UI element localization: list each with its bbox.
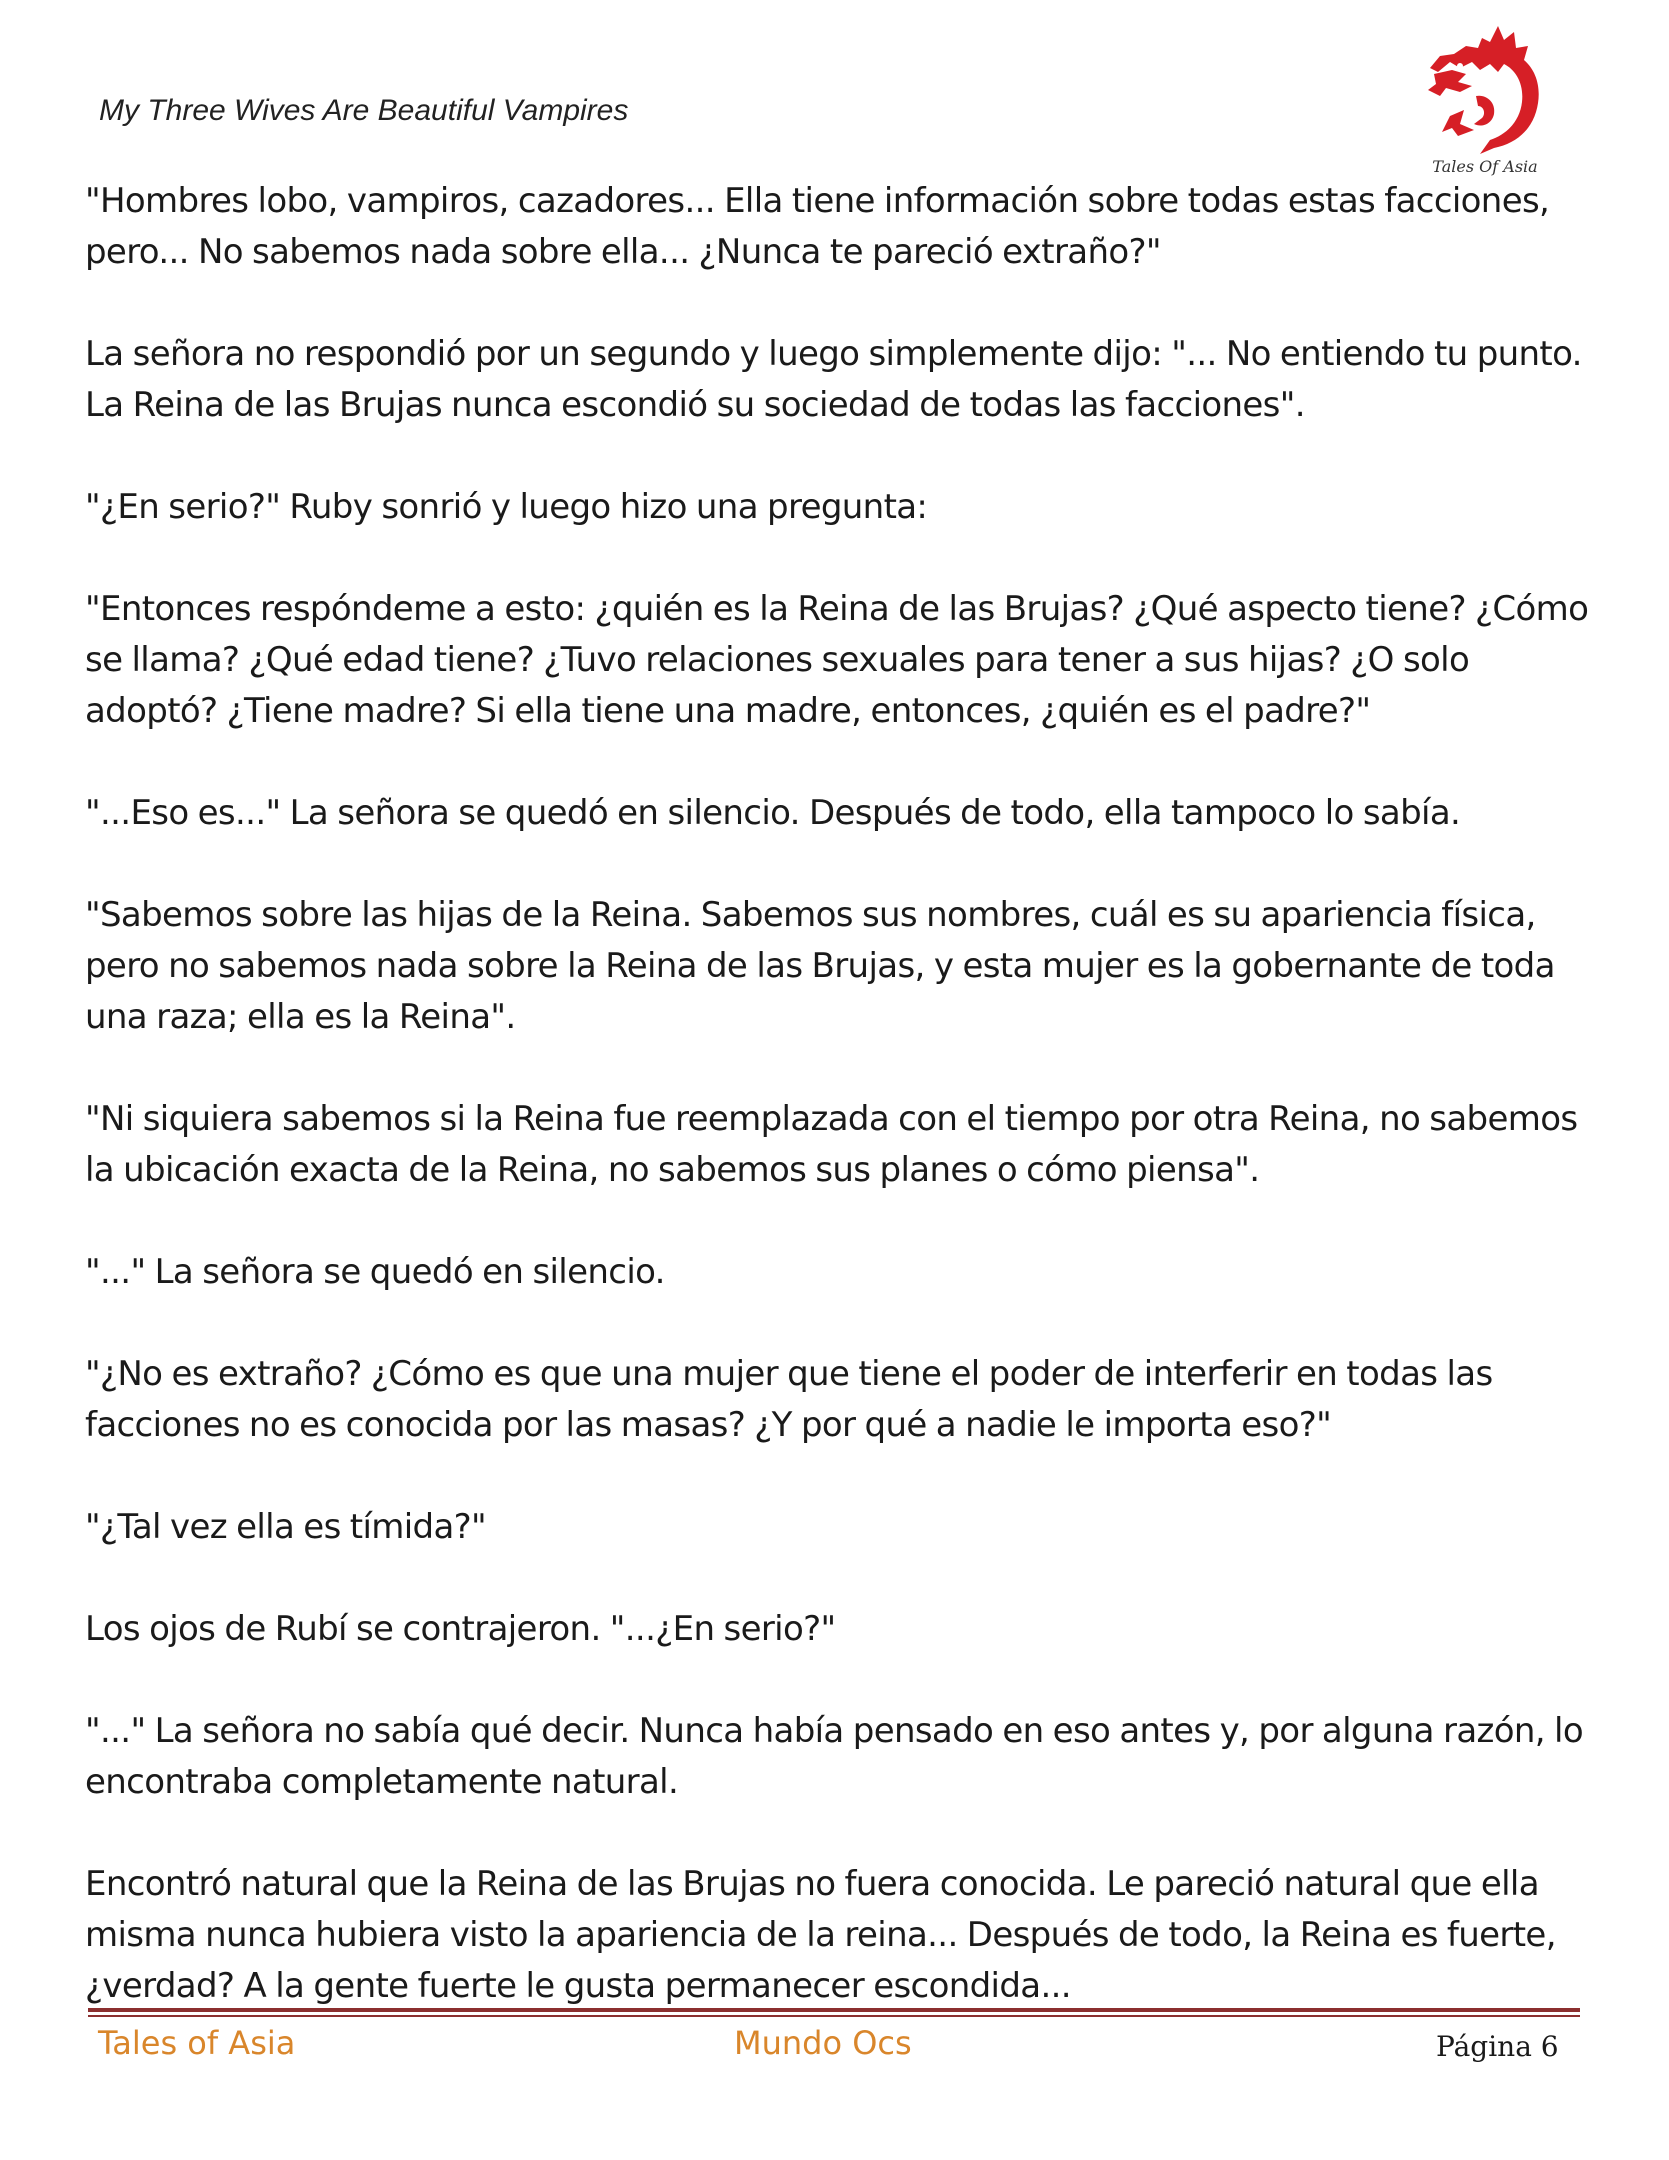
paragraph: La señora no respondió por un segundo y luego simplemente dijo: "... No entiendo tu punto. La Reina de las Brujas nunca escondió su sociedad de todas las facciones".: [85, 334, 1582, 425]
paragraph: Encontró natural que la Reina de las Brujas no fuera conocida. Le pareció natural que ella misma nunca hubiera visto la apariencia de la reina... Después de todo, la Reina es fuerte, ¿verdad? A la gente fuerte le gusta permanecer escondida...: [85, 1864, 1556, 2006]
footer-divider-thick: [88, 2008, 1580, 2012]
footer-divider-thin: [88, 2015, 1580, 2017]
footer-site-name: Tales of Asia: [98, 2024, 296, 2062]
document-body: [85, 176, 1600, 2063]
paragraph: "Entonces respóndeme a esto: ¿quién es la Reina de las Brujas? ¿Qué aspecto tiene? ¿Cómo se llama? ¿Qué edad tiene? ¿Tuvo relaciones sexuales para tener a sus hijas? ¿O solo adoptó? ¿Tiene madre? Si ella tiene una madre, entonces, ¿quién es el padre?": [85, 589, 1589, 731]
paragraph: "Ni siquiera sabemos si la Reina fue reemplazada con el tiempo por otra Reina, no sabemos la ubicación exacta de la Reina, no sabemos sus planes o cómo piensa".: [85, 1099, 1578, 1190]
paragraph: "¿En serio?" Ruby sonrió y luego hizo una pregunta:: [85, 487, 928, 527]
footer-section-name: Mundo Ocs: [734, 2024, 912, 2062]
paragraph: Los ojos de Rubí se contrajeron. "...¿En serio?": [85, 1609, 836, 1649]
document-header-title: My Three Wives Are Beautiful Vampires: [99, 94, 629, 127]
tales-of-asia-logo: [1420, 20, 1550, 178]
logo-text: Tales Of Asia: [1432, 157, 1538, 176]
paragraph: "¿Tal vez ella es tímida?": [85, 1507, 487, 1547]
page-number: Página 6: [1436, 2030, 1559, 2063]
paragraph: "¿No es extraño? ¿Cómo es que una mujer que tiene el poder de interferir en todas las facciones no es conocida por las masas? ¿Y por qué a nadie le importa eso?": [85, 1354, 1493, 1445]
paragraph: "...Eso es..." La señora se quedó en silencio. Después de todo, ella tampoco lo sabía.: [85, 793, 1461, 833]
paragraph: "Sabemos sobre las hijas de la Reina. Sabemos sus nombres, cuál es su apariencia física, pero no sabemos nada sobre la Reina de las Brujas, y esta mujer es la gobernante de toda una raza; ella es la Reina".: [85, 895, 1555, 1037]
dragon-logo-icon: [1420, 20, 1550, 178]
paragraph: "Hombres lobo, vampiros, cazadores... Ella tiene información sobre todas estas facciones, pero... No sabemos nada sobre ella... ¿Nunca te pareció extraño?": [85, 181, 1550, 272]
paragraph: "..." La señora se quedó en silencio.: [85, 1252, 665, 1292]
paragraph: "..." La señora no sabía qué decir. Nunca había pensado en eso antes y, por alguna razón, lo encontraba completamente natural.: [85, 1711, 1584, 1802]
